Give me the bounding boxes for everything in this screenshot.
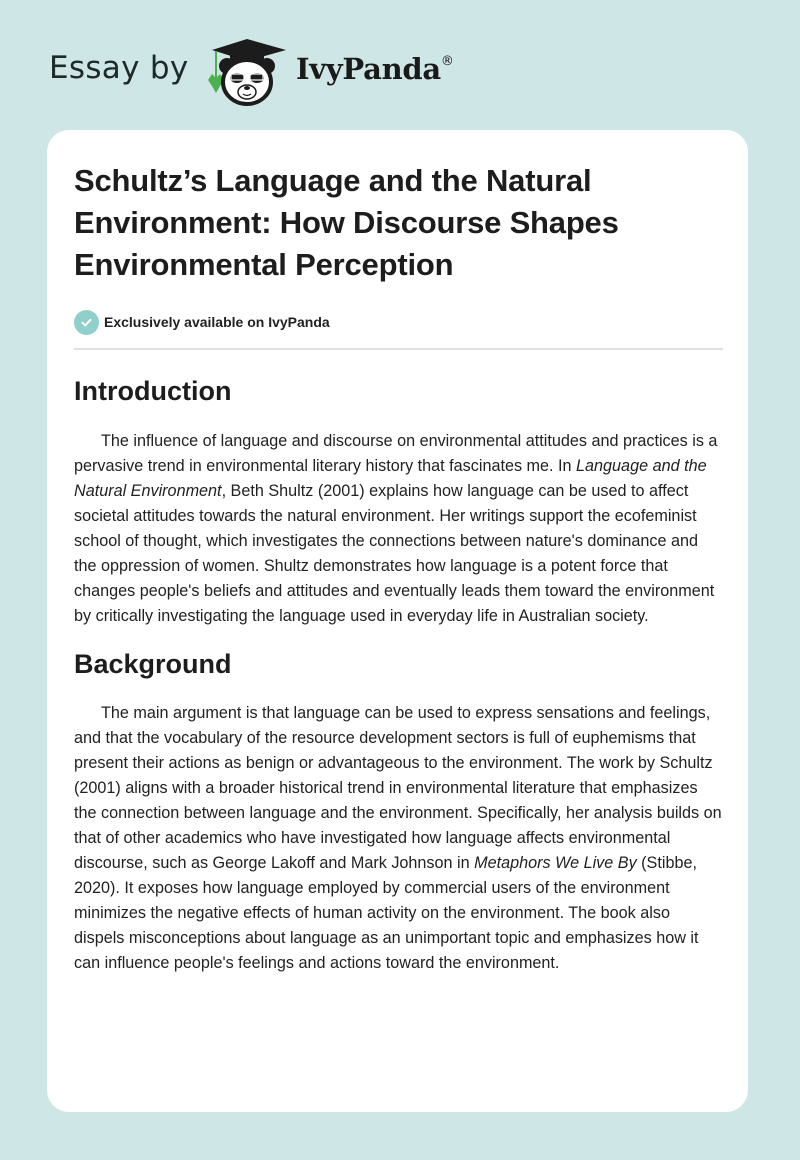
section-heading-background: Background <box>74 649 232 679</box>
text-run: (Stibbe, 2020). It exposes how language employed by commercial users of the environment minimizes the negative effects of human activity on the environment. The book also dispels misconceptions about language as an unimportant topic and emphasizes how it can influence people's feelings and actions toward the environment. <box>74 854 699 972</box>
book-title-italic: Metaphors We Live By <box>474 854 637 872</box>
background-paragraph <box>74 701 723 976</box>
essay-content <box>74 160 723 976</box>
brand-name: IvyPanda <box>296 52 441 86</box>
registered-mark: ® <box>440 54 454 69</box>
book-title-italic: Language and the Natural Environment <box>74 457 707 500</box>
text-run: The main argument is that language can be used to express sensations and feelings, and that the vocabulary of the resource development sectors is full of euphemisms that present their actions as benign or advantageous to the environment. The work by Schultz (2001) aligns with a broader historical trend in environmental literature that emphasizes the connection between language and the environment. Specifically, her analysis builds on that of other academics who have investigated how language affects environmental discourse, such as George Lakoff and Mark Johnson in <box>74 704 722 872</box>
site-header <box>0 0 800 125</box>
introduction-paragraph <box>74 429 723 629</box>
essay-by-label: Essay by <box>49 50 189 86</box>
text-run: , Beth Shultz (2001) explains how language can be used to affect societal attitudes towards the natural environment. Her writings support the ecofeminist school of thought, which investigates the connections between nature's dominance and the oppression of women. Shultz demonstrates how language is a potent force that changes people's beliefs and attitudes and eventually leads them toward the environment by critically investigating the language used in everyday life in Australian society. <box>74 482 715 625</box>
essay-title: Schultz’s Language and the Natural Environment: How Discourse Shapes Environmental Perception <box>74 163 619 282</box>
section-heading-introduction: Introduction <box>74 376 232 406</box>
panda-graduate-icon[interactable] <box>202 36 292 108</box>
exclusive-badge <box>74 309 723 335</box>
check-icon <box>74 310 99 335</box>
exclusive-label: Exclusively available on IvyPanda <box>104 314 330 330</box>
divider <box>74 348 723 350</box>
essay-card <box>47 130 748 1112</box>
text-run: The influence of language and discourse on environmental attitudes and practices is a pervasive trend in environmental literary history that fascinates me. In <box>74 432 718 475</box>
ivypanda-brand[interactable] <box>296 52 454 86</box>
